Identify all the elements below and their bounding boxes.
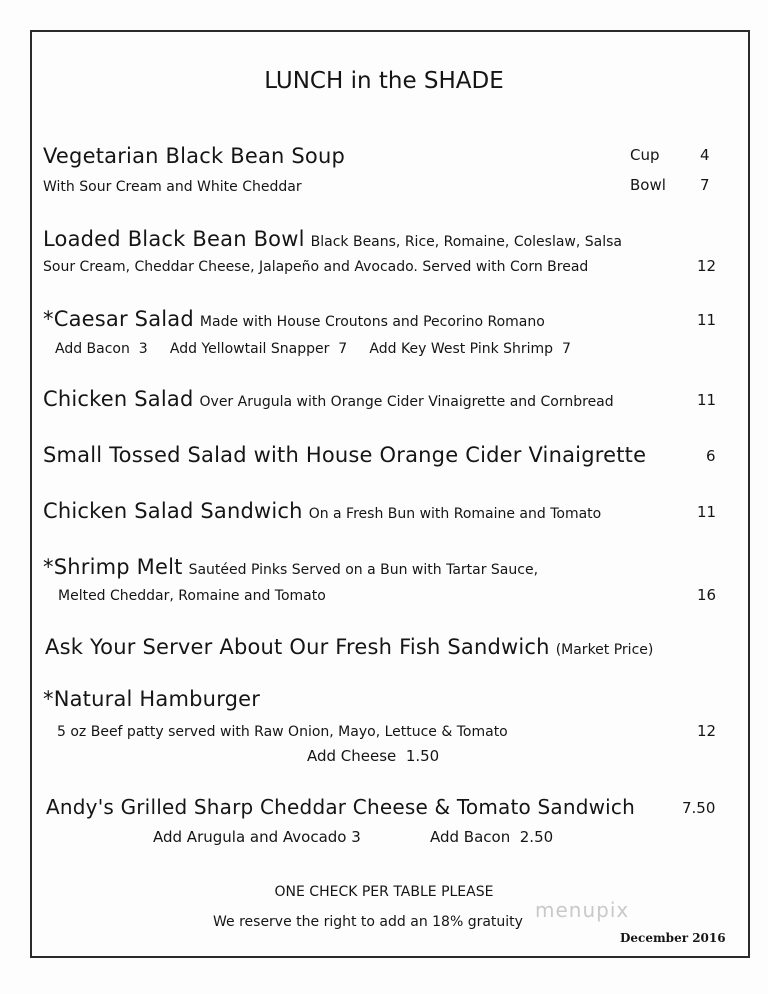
soup-size-bowl: Bowl	[630, 176, 666, 194]
item-price-grilled-cheese: 7.50	[682, 799, 716, 817]
menu-item-bowl	[43, 229, 622, 250]
footer-gratuity-note: We reserve the right to add an 18% gratuity	[213, 914, 523, 930]
item-desc-hamburger: 5 oz Beef patty served with Raw Onion, Mayo, Lettuce & Tomato	[57, 724, 508, 740]
item-name-tossed: Small Tossed Salad with House Orange Cider Vinaigrette	[43, 443, 647, 467]
item-desc-shrimp-melt-2: Melted Cheddar, Romaine and Tomato	[58, 588, 326, 604]
item-name-soup: Vegetarian Black Bean Soup	[43, 144, 346, 168]
menu-date: December 2016	[620, 931, 726, 945]
menu-item-chicken-salad	[43, 389, 614, 410]
item-desc-bowl: Black Beans, Rice, Romaine, Coleslaw, Salsa	[310, 234, 623, 250]
soup-price-cup: 4	[700, 146, 710, 164]
item-price-tossed: 6	[706, 447, 716, 465]
soup-price-bowl: 7	[700, 176, 710, 194]
soup-size-cup: Cup	[630, 146, 660, 164]
item-addon-hamburger: Add Cheese 1.50	[307, 747, 440, 765]
item-desc-shrimp-melt: Sautéed Pinks Served on a Bun with Tartar Sauce,	[188, 562, 539, 578]
item-desc-bowl-2: Sour Cream, Cheddar Cheese, Jalapeño and Avocado. Served with Corn Bread	[43, 259, 589, 275]
menu-item-shrimp-melt	[43, 557, 538, 578]
item-name-caesar: *Caesar Salad	[43, 307, 194, 331]
item-price-bowl: 12	[697, 257, 717, 275]
menu-item-caesar	[43, 309, 545, 330]
item-desc-soup: With Sour Cream and White Cheddar	[43, 179, 302, 195]
item-price-chicken-sandwich: 11	[697, 503, 717, 521]
menu-item-fish	[45, 637, 653, 658]
item-desc-caesar: Made with House Croutons and Pecorino Romano	[199, 314, 545, 330]
item-name-shrimp-melt: *Shrimp Melt	[43, 555, 183, 579]
item-name-chicken-salad: Chicken Salad	[43, 387, 194, 411]
item-name-grilled-cheese: Andy's Grilled Sharp Cheddar Cheese & Tomato Sandwich	[46, 795, 636, 819]
item-desc-chicken-salad: Over Arugula with Orange Cider Vinaigrette and Cornbread	[199, 394, 614, 410]
item-name-chicken-sandwich: Chicken Salad Sandwich	[43, 499, 303, 523]
menu-title: LUNCH in the SHADE	[264, 68, 504, 94]
item-price-shrimp-melt: 16	[697, 586, 717, 604]
item-note-fish: (Market Price)	[555, 642, 654, 658]
item-name-hamburger: *Natural Hamburger	[43, 687, 261, 711]
item-desc-chicken-sandwich: On a Fresh Bun with Romaine and Tomato	[308, 506, 602, 522]
watermark: menupix	[535, 898, 630, 922]
footer-check-note: ONE CHECK PER TABLE PLEASE	[274, 884, 494, 900]
item-price-hamburger: 12	[697, 722, 717, 740]
item-price-chicken-salad: 11	[697, 391, 717, 409]
item-name-bowl: Loaded Black Bean Bowl	[43, 227, 305, 251]
item-name-fish: Ask Your Server About Our Fresh Fish Sandwich	[45, 635, 550, 659]
menu-item-chicken-sandwich	[43, 501, 601, 522]
item-addons-caesar: Add Bacon 3 Add Yellowtail Snapper 7 Add Key West Pink Shrimp 7	[55, 341, 571, 357]
item-price-caesar: 11	[697, 311, 717, 329]
item-addon-grilled-cheese-1: Add Arugula and Avocado 3	[153, 828, 361, 846]
item-addon-grilled-cheese-2: Add Bacon 2.50	[430, 828, 554, 846]
